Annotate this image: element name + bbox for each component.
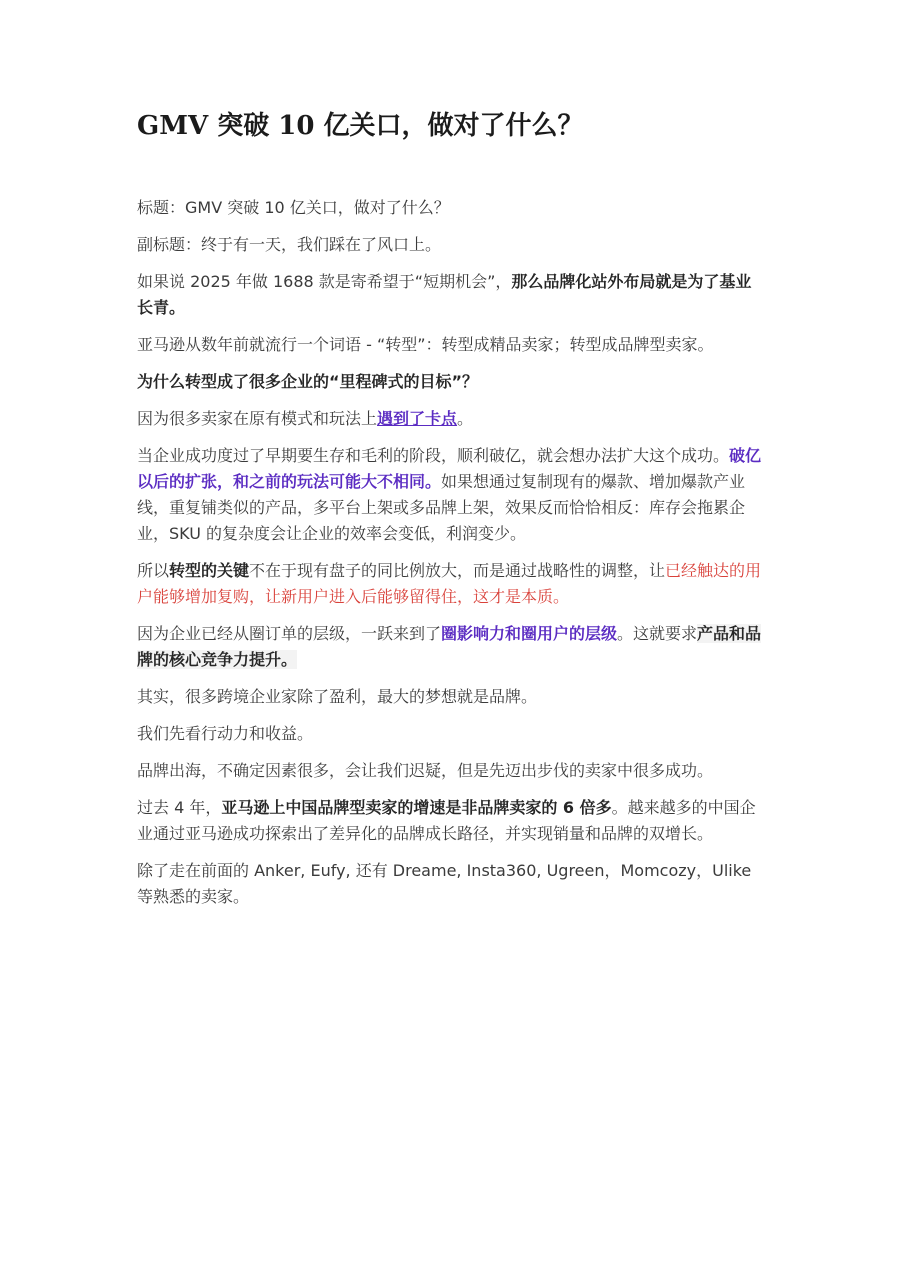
growth-text-1: 过去 4 年，: [137, 798, 222, 817]
bottleneck-end: 。: [457, 409, 474, 428]
paragraph-question: [137, 369, 765, 395]
paragraph-dream: 其实，很多跨境企业家除了盈利，最大的梦想就是品牌。: [137, 687, 538, 706]
expansion-text-2: 如果想通过复制现有的爆款、增加爆款产业线，重复铺类似的产品，多平台上架或多品牌上架，效果反而恰恰相反：库存会拖累企业，SKU 的复杂度会让企业的效率会变低，利润变少。: [137, 472, 746, 543]
paragraph-key: [137, 558, 765, 610]
growth-text-2: 。越来越多的中国企业通过亚马逊成功探索出了差异化的品牌成长路径，并实现销量和品牌的双增长。: [137, 798, 756, 843]
paragraph-subtitle-line: 副标题：终于有一天，我们踩在了风口上。: [137, 235, 442, 254]
bottleneck-text: 因为很多卖家在原有模式和玩法上: [137, 409, 378, 428]
intro-text: 如果说 2025 年做 1688 款是寄希望于“短期机会”，: [137, 272, 512, 291]
key-bold: 转型的关键: [169, 561, 250, 580]
paragraph-growth: [137, 795, 765, 847]
paragraph-action: 我们先看行动力和收益。: [137, 724, 314, 743]
paragraph-amazon-transform: 亚马逊从数年前就流行一个词语 - “转型”：转型成精品卖家；转型成品牌型卖家。: [137, 335, 714, 354]
paragraph-brands: 除了走在前面的 Anker, Eufy, 还有 Dreame, Insta360, Ugreen，Momcozy，Ulike 等熟悉的卖家。: [137, 861, 752, 906]
paragraph-intro: [137, 269, 765, 321]
question-bold: 为什么转型成了很多企业的“里程碑式的目标”？: [137, 372, 479, 391]
paragraph-title-line: 标题：GMV 突破 10 亿关口，做对了什么？: [137, 198, 450, 217]
bottleneck-link[interactable]: 遇到了卡点: [377, 409, 458, 428]
intro-bold: 那么品牌化站外布局就是为了基业长青。: [137, 272, 752, 317]
expansion-text-1: 当企业成功度过了早期要生存和毛利的阶段，顺利破亿，就会想办法扩大这个成功。: [137, 446, 730, 465]
level-text-1: 因为企业已经从圈订单的层级，一跃来到了: [137, 624, 442, 643]
level-text-2: 。这就要求: [617, 624, 698, 643]
article: [137, 100, 765, 921]
expansion-highlight: 破亿以后的扩张，和之前的玩法可能大不相同。: [137, 446, 762, 491]
level-bold: 产品和品牌的核心竞争力提升。: [137, 624, 762, 669]
paragraph-level: [137, 621, 765, 673]
growth-bold: 亚马逊上中国品牌型卖家的增速是非品牌卖家的 6 倍多: [221, 798, 612, 817]
paragraph-bottleneck: [137, 406, 765, 432]
key-red: 已经触达的用户能够增加复购，让新用户进入后能够留得住，这才是本质。: [137, 561, 762, 606]
key-text-1: 所以: [137, 561, 170, 580]
article-title: GMV 突破 10 亿关口，做对了什么？: [137, 111, 584, 141]
key-text-2: 不在于现有盘子的同比例放大，而是通过战略性的调整，让: [249, 561, 666, 580]
level-highlight: 圈影响力和圈用户的层级: [441, 624, 618, 643]
paragraph-expansion: [137, 443, 765, 547]
paragraph-brand-overseas: 品牌出海，不确定因素很多，会让我们迟疑，但是先迈出步伐的卖家中很多成功。: [137, 761, 714, 780]
